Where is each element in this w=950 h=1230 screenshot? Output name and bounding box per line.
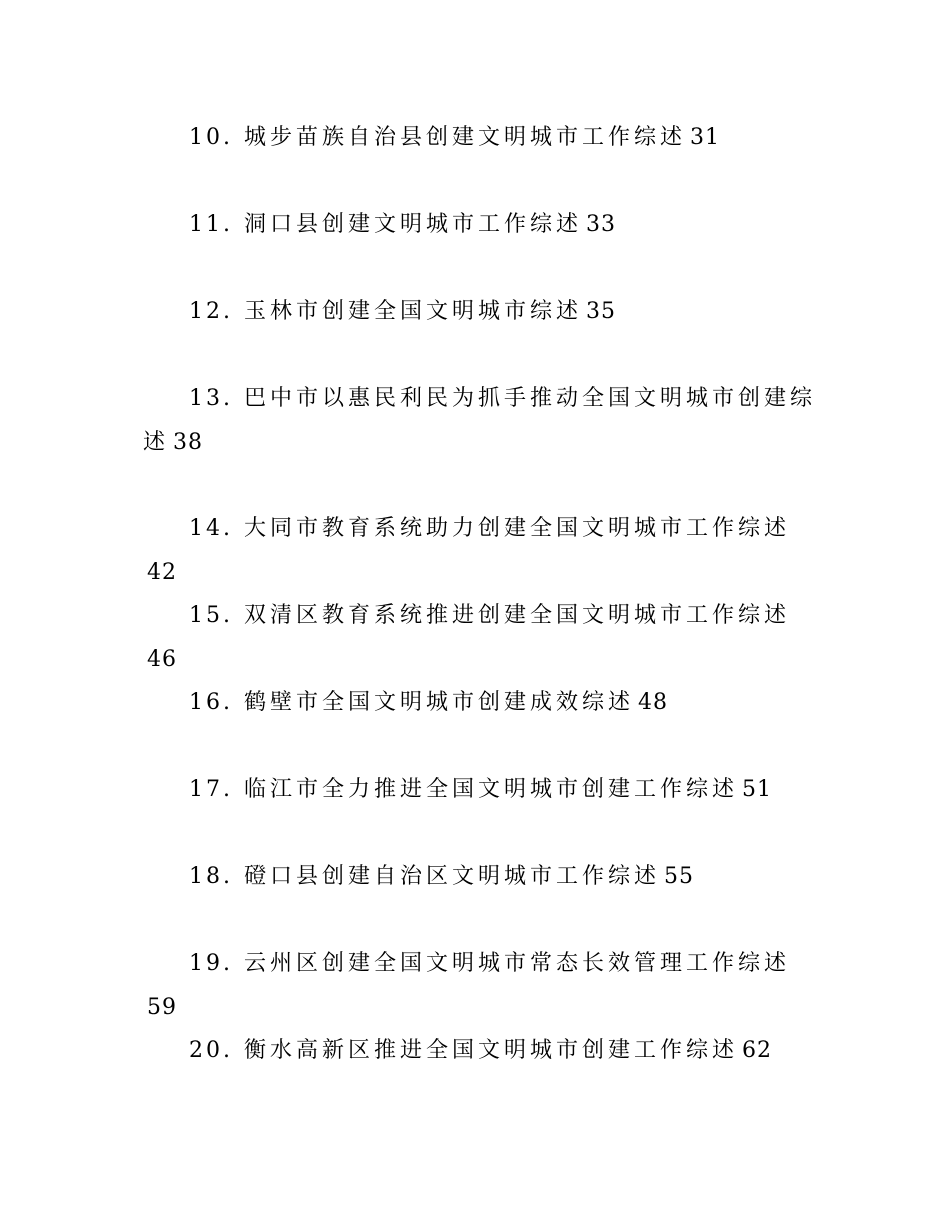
toc-entry-page: 59 <box>147 995 177 1020</box>
toc-entry-title: 城步苗族自治县创建文明城市工作综述 <box>244 125 687 150</box>
toc-entry-number: 19. <box>189 951 233 976</box>
toc-entry-page: 46 <box>147 647 177 672</box>
toc-entry-title: 临江市全力推进全国文明城市创建工作综述 <box>244 777 739 802</box>
toc-entry-title: 洞口县创建文明城市工作综述 <box>244 212 583 237</box>
toc-entry-number: 20. <box>189 1038 233 1063</box>
toc-entry <box>143 507 823 595</box>
toc-entry-number: 10. <box>189 125 233 150</box>
toc-entry <box>143 1029 823 1073</box>
toc-entry-number: 15. <box>189 603 233 628</box>
toc-entry-page: 35 <box>586 299 617 324</box>
toc-entry <box>143 290 823 334</box>
toc-entry <box>143 768 823 812</box>
toc-entry-title: 鹤壁市全国文明城市创建成效综述 <box>244 690 635 715</box>
toc-entry-page: 55 <box>664 864 695 889</box>
toc-entry-number: 12. <box>189 299 233 324</box>
toc-entry-page: 31 <box>690 125 721 150</box>
toc-entry-page: 33 <box>586 212 617 237</box>
toc-entry <box>143 116 823 160</box>
toc-entry-number: 17. <box>189 777 233 802</box>
toc-entry-number: 18. <box>189 864 233 889</box>
toc-entry-title: 玉林市创建全国文明城市综述 <box>244 299 583 324</box>
toc-entry <box>143 681 823 725</box>
toc-entry-page: 38 <box>173 430 204 455</box>
toc-entry-page: 51 <box>742 777 773 802</box>
toc-entry-title: 云州区创建全国文明城市常态长效管理工作综述 <box>244 951 791 976</box>
toc-entry-page: 62 <box>742 1038 773 1063</box>
toc-entry-page: 48 <box>638 690 669 715</box>
toc-entry-title: 双清区教育系统推进创建全国文明城市工作综述 <box>244 603 791 628</box>
toc-entry <box>143 203 823 247</box>
toc-entry <box>143 942 823 1030</box>
toc-entry <box>143 377 823 465</box>
toc-entry-number: 11. <box>189 212 233 237</box>
toc-entry <box>143 855 823 899</box>
toc-entry-number: 14. <box>189 516 233 541</box>
toc-entry-number: 16. <box>189 690 233 715</box>
toc-entry-title: 磴口县创建自治区文明城市工作综述 <box>244 864 661 889</box>
toc-entry <box>143 594 823 682</box>
toc-entry-page: 42 <box>147 560 177 585</box>
toc-entry-title: 大同市教育系统助力创建全国文明城市工作综述 <box>244 516 791 541</box>
toc-entry-title: 衡水高新区推进全国文明城市创建工作综述 <box>244 1038 739 1063</box>
toc-entry-number: 13. <box>189 386 233 411</box>
toc-entry-title: 巴中市以惠民利民为抓手推动全国文明城市创建综述 <box>143 386 817 455</box>
